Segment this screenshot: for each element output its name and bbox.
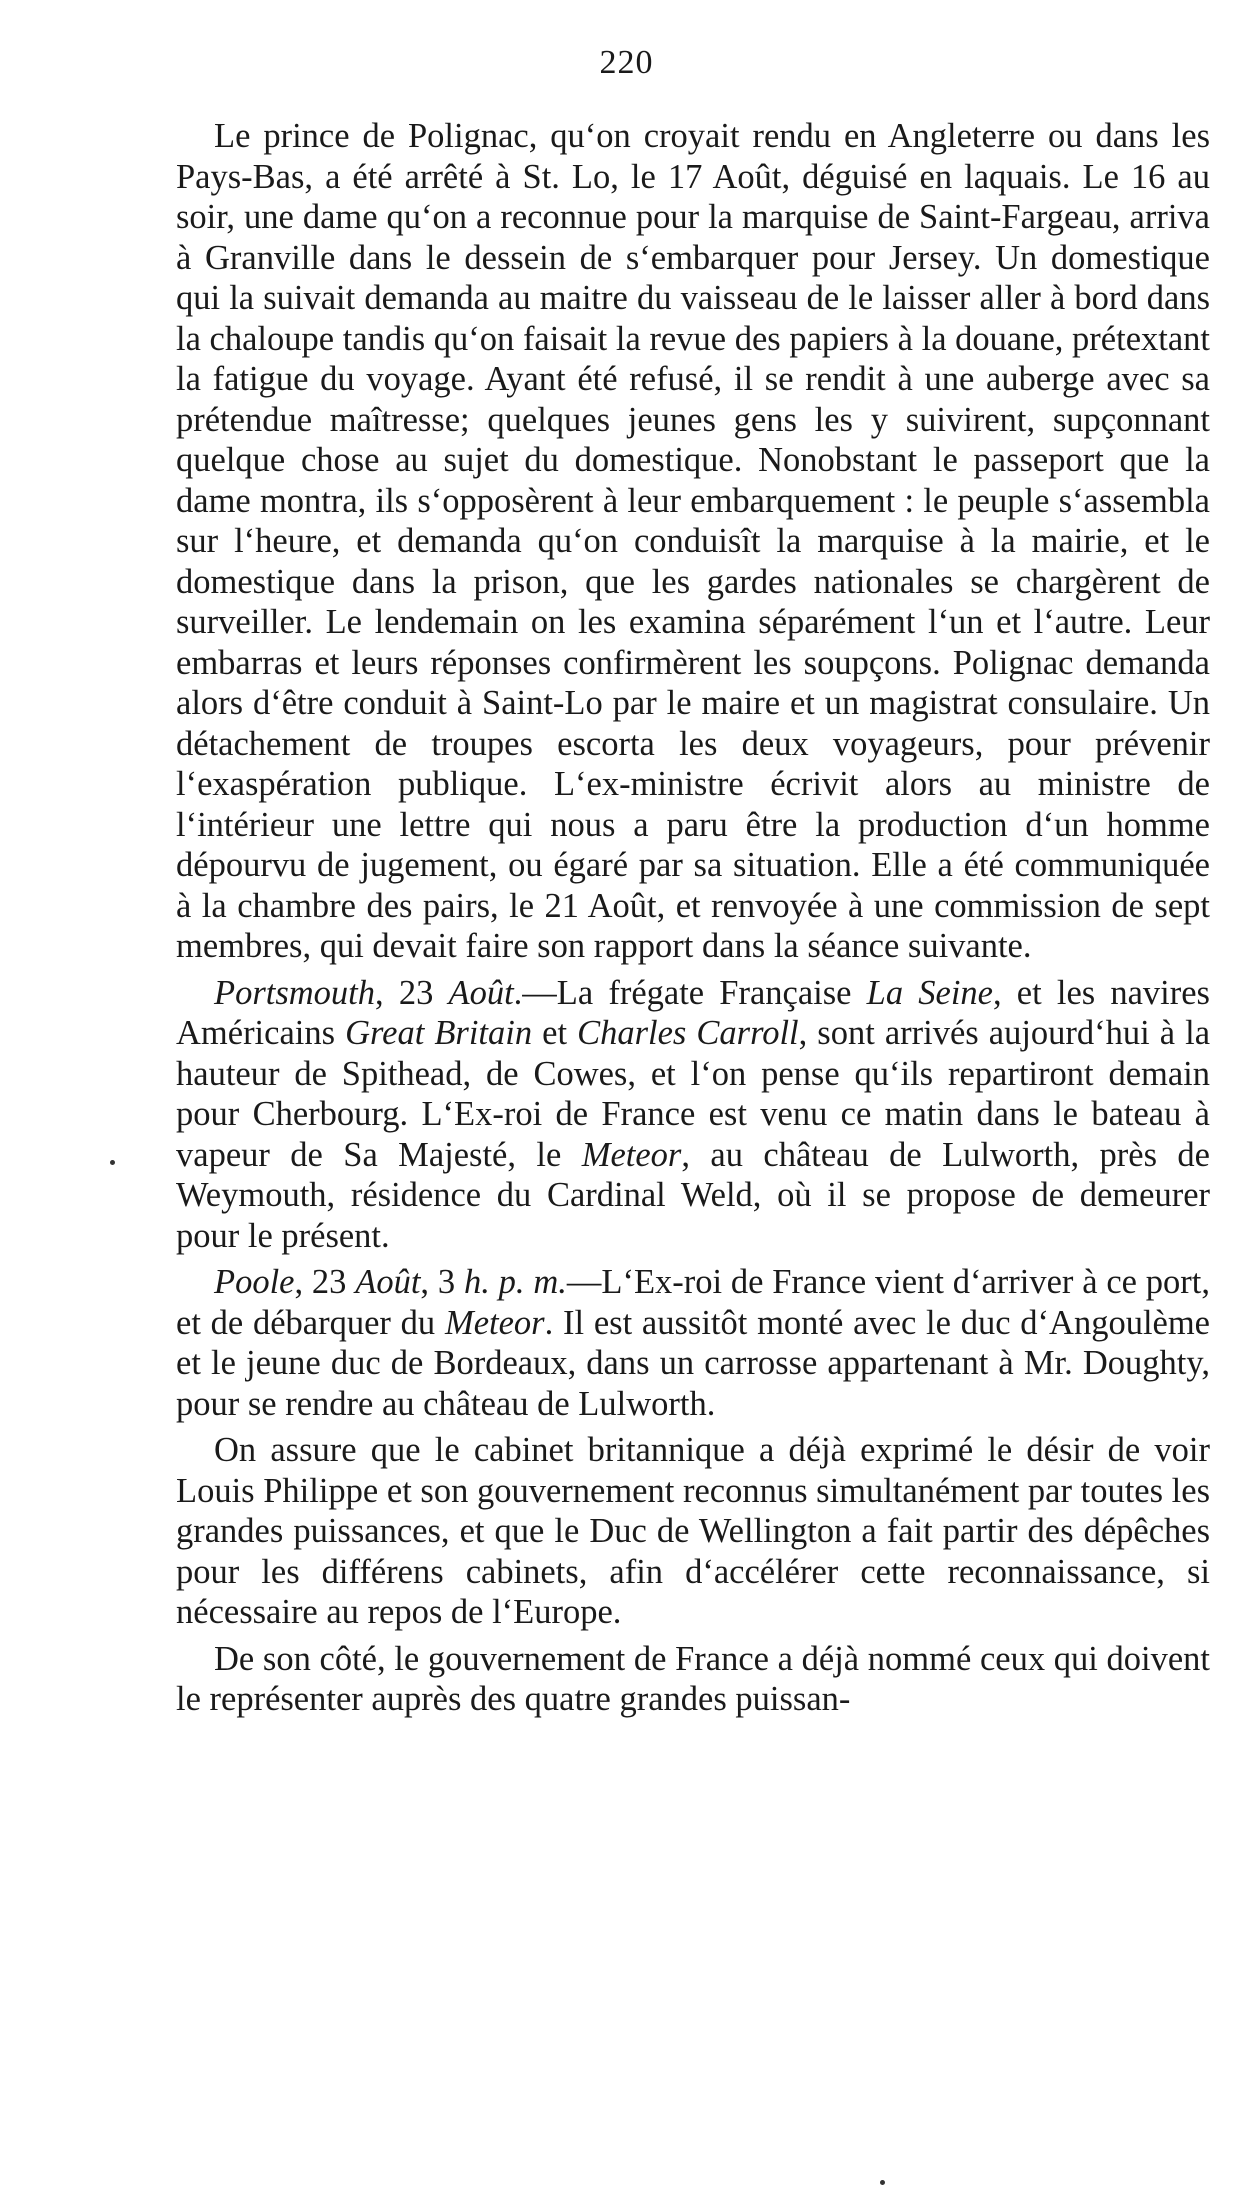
paragraph-cabinet	[176, 1430, 1210, 1633]
text-segment: , 3	[420, 1263, 464, 1301]
italic-text: Août	[448, 973, 514, 1012]
italic-text: Charles Carroll	[577, 1014, 799, 1052]
body-text	[176, 116, 1210, 1726]
ink-speck	[880, 2180, 885, 2185]
italic-text: Meteor	[581, 1135, 682, 1174]
italic-text: Meteor	[444, 1303, 545, 1342]
text-segment: et	[532, 1014, 578, 1052]
text-segment: Le prince de Polignac, qu‘on croyait rendu en Angleterre ou dans les Pays-Bas, a été arrêté à St. Lo, le 17 Août, déguisé en laquais. Le 16 au soir, une dame qu‘on a reconnue pour la marquise de Saint-Fargeau, arriva à Granville dans le dessein de s‘embarquer pour Jersey. Un domestique qui la suivait demanda au maitre du vaisseau de le laisser aller à bord dans la chaloupe tandis qu‘on faisait la revue des papiers à la douane, prétextant la fatigue du voyage. Ayant été refusé, il se rendit à une auberge avec sa prétendue maîtresse; quelques jeunes gens les y suivirent, supçonnant quelque chose au sujet du domestique. Nonobstant le passeport que la dame montra, ils s‘opposèrent à leur embarquement : le peuple s‘assembla sur l‘heure, et demanda qu‘on conduisît la marquise à la mairie, et le domestique dans la prison, que les gardes nationales se chargèrent de surveiller. Le lendemain on les examina séparément l‘un et l‘autre. Leur embarras et leurs réponses confirmèrent les soupçons. Polignac demanda alors d‘être conduit à Saint-Lo par le maire et un magistrat consulaire. Un détachement de troupes escorta les deux voyageurs, pour prévenir l‘exaspération publique. L‘ex-ministre écrivit alors au ministre de l‘intérieur une lettre qui nous a paru être la production d‘un homme dépourvu de jugement, ou égaré par sa situation. Elle a été communiquée à la chambre des pairs, le 21 Août, et renvoyée à une commission de sept membres, qui devait faire son rapport dans la séance suivante.	[176, 117, 1210, 965]
text-segment: On assure que le cabinet britannique a déjà exprimé le désir de voir Louis Philippe et son gouvernement reconnus simultanément par toutes les grandes puissances, et que le Duc de Wellington a fait partir des dépêches pour les différens cabinets, afin d‘accélérer cette reconnaissance, si nécessaire au repos de l‘Europe.	[176, 1431, 1210, 1631]
text-segment: . Il est aussitôt monté avec le duc d‘Angoulème et le jeune duc de Bordeaux, dans un carrosse appartenant à Mr. Doughty, pour se rendre au château de Lulworth.	[176, 1303, 1210, 1423]
text-segment: , sont arrivés aujourd‘hui à la hauteur de Spithead, de Cowes, et l‘on pense qu‘ils repartiront demain pour Cherbourg. L‘Ex-roi de France est venu ce matin dans le bateau à vapeur de Sa Majesté, le	[176, 1014, 1211, 1174]
paragraph-france	[176, 1639, 1210, 1720]
paragraph-polignac	[176, 116, 1210, 967]
paragraph-poole	[176, 1262, 1210, 1424]
page-number: 220	[599, 44, 654, 81]
italic-text: Août	[355, 1263, 421, 1301]
text-segment: —L‘Ex-roi de France vient d‘arriver à ce port, et de débarquer du	[176, 1263, 1211, 1342]
italic-text: La Seine	[866, 973, 993, 1012]
ink-speck	[110, 1160, 115, 1165]
text-segment: .—La frégate Française	[513, 973, 867, 1012]
italic-text: Portsmouth	[214, 973, 376, 1012]
text-segment: , au château de Lulworth, près de Weymouth, résidence du Cardinal Weld, où il se propose de demeurer pour le présent.	[176, 1135, 1210, 1255]
text-segment: , 23	[375, 973, 449, 1012]
paragraph-portsmouth	[176, 973, 1210, 1257]
text-segment: , 23	[294, 1263, 356, 1301]
italic-text: Poole	[214, 1263, 295, 1301]
text-segment: De son côté, le gouvernement de France a déjà nommé ceux qui doivent le représenter auprès des quatre grandes puissan-	[176, 1639, 1210, 1718]
text-segment: , et les navires Américains	[176, 973, 1210, 1052]
italic-text: h. p. m.	[463, 1263, 567, 1301]
italic-text: Great Britain	[345, 1014, 533, 1052]
